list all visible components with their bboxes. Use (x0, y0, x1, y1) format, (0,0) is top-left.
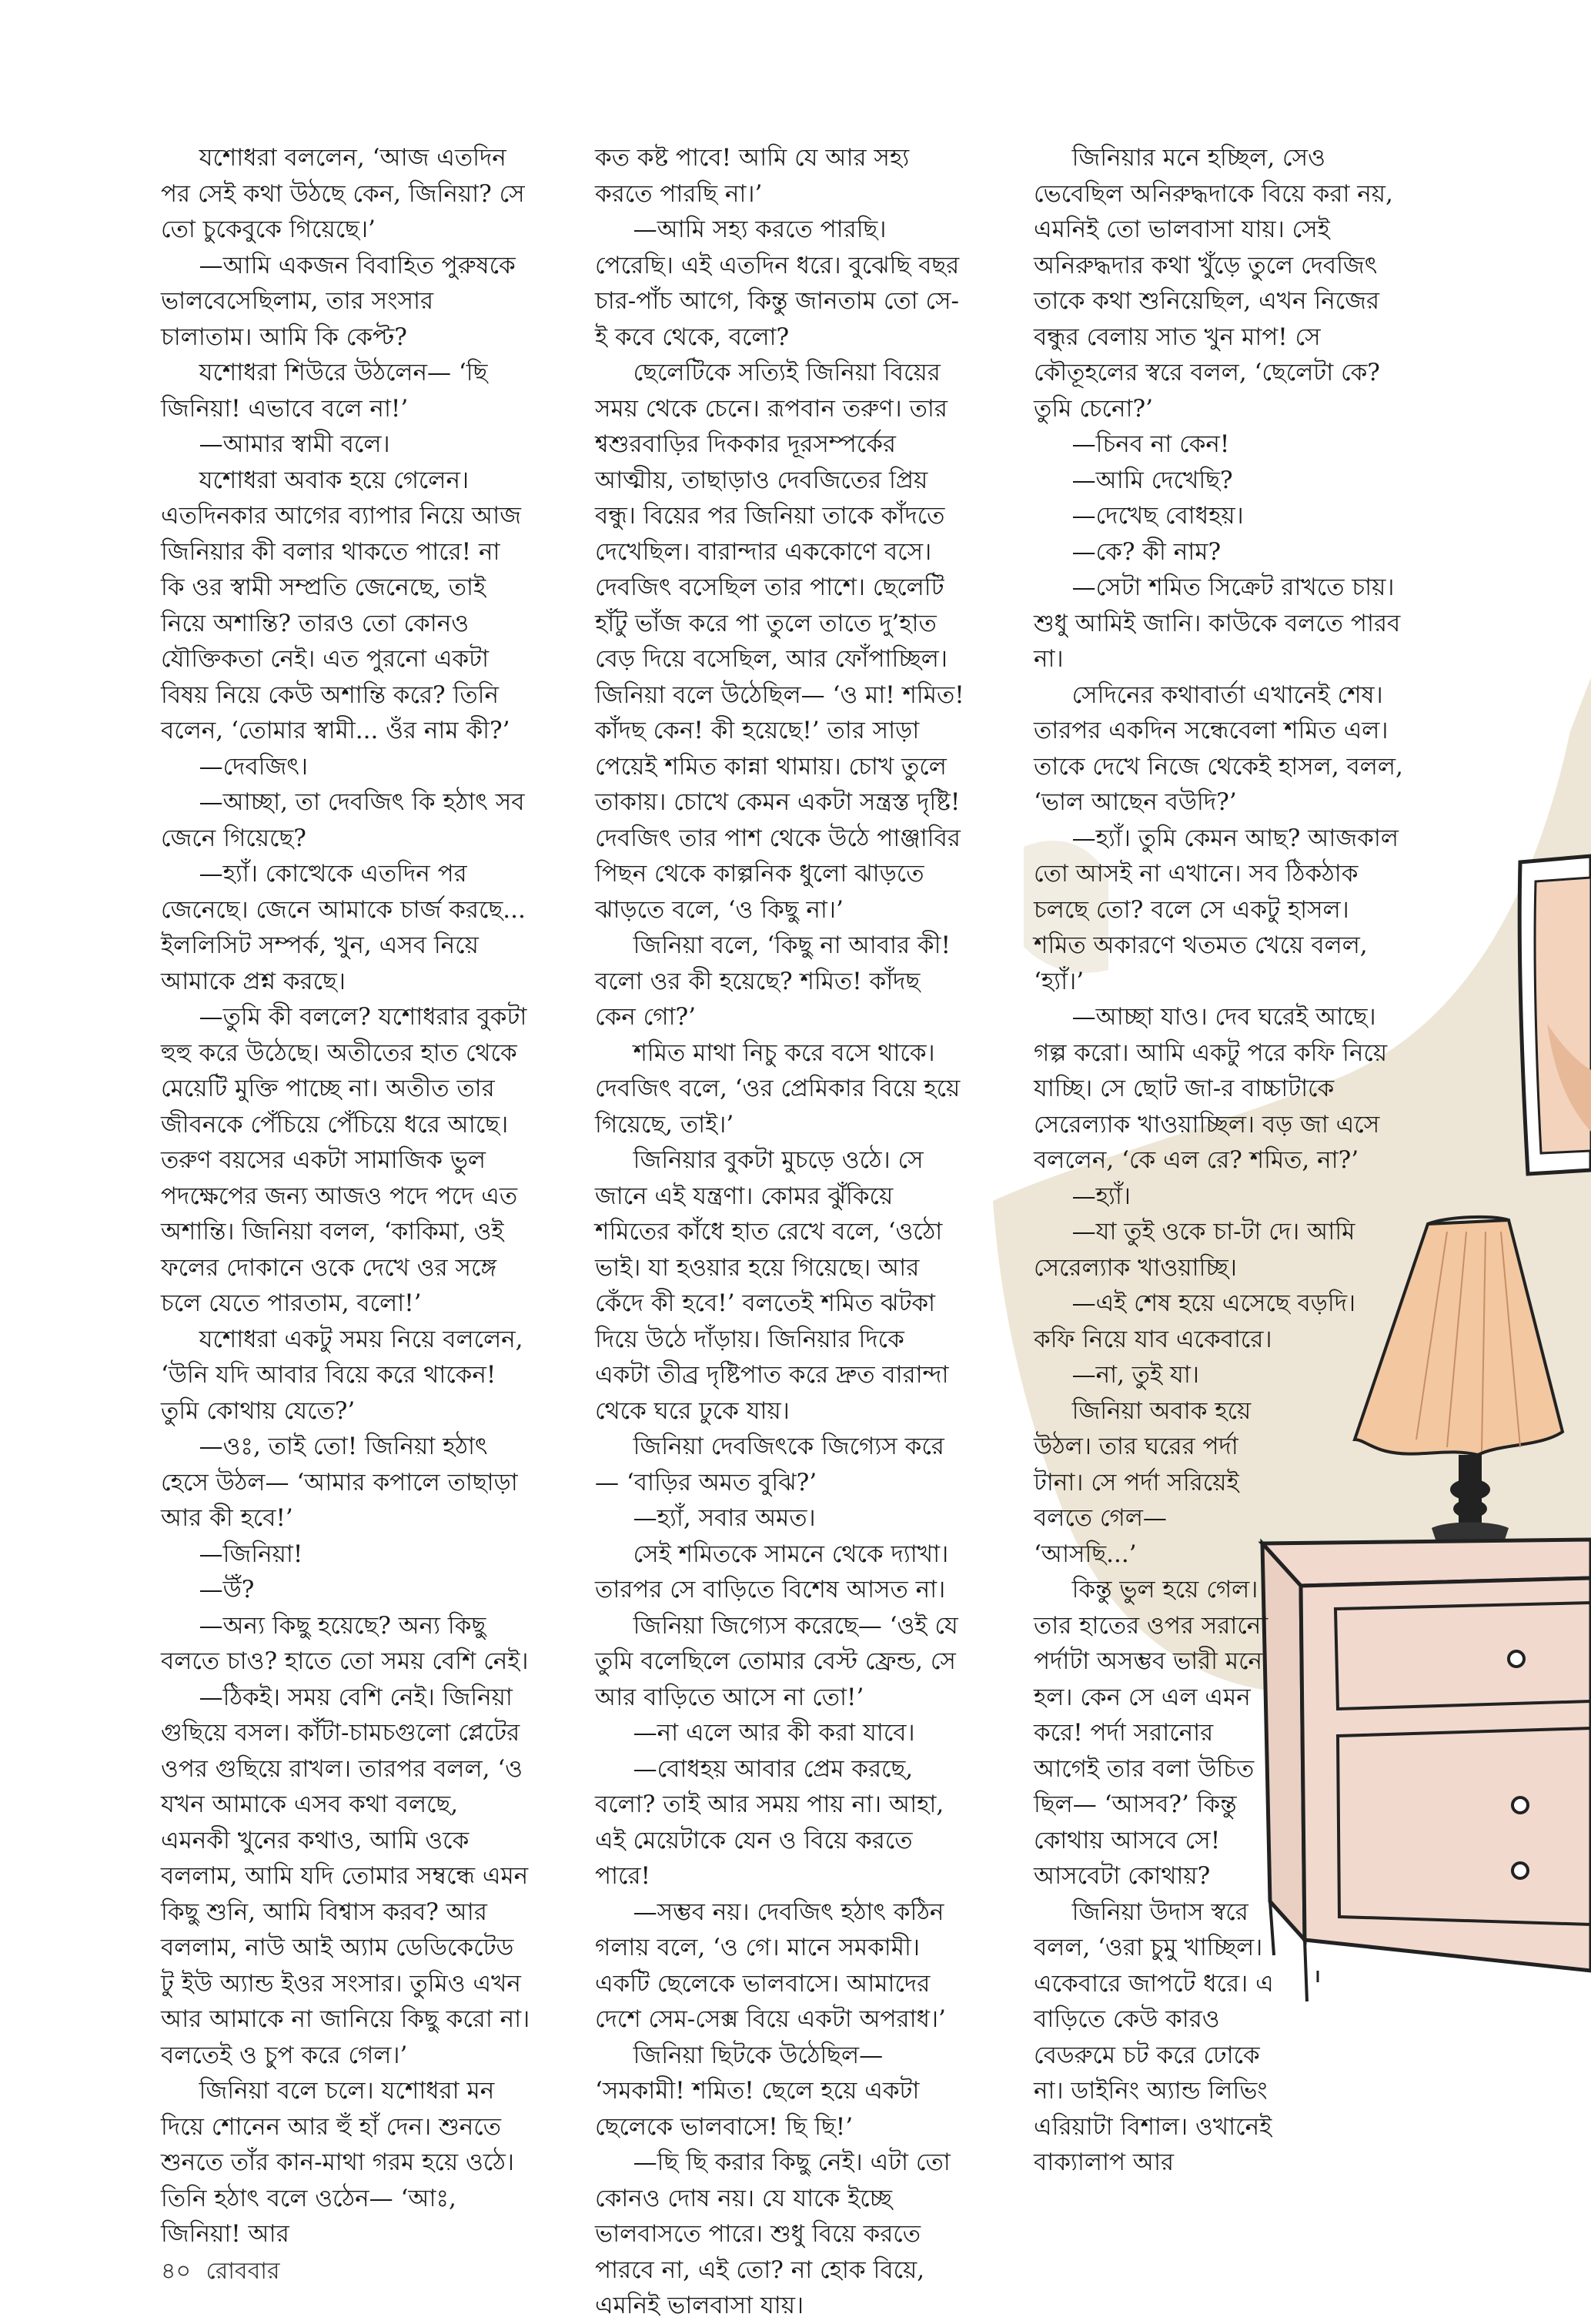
paragraph: —হ্যাঁ। কোত্থেকে এতদিন পর জেনেছে। জেনে আমাকে চার্জ করছে... ইললিসিট সম্পর্ক, খুন, এসব নিয়ে আমাকে প্রশ্ন করছে। (161, 860, 526, 995)
page-footer (161, 2252, 280, 2292)
paragraph: —আচ্ছা, তা দেবজিৎ কি হঠাৎ সব জেনে গিয়েছে? (161, 788, 525, 852)
picture-frame-illustration (1519, 856, 1591, 1174)
paragraph: —ছি ছি করার কিছু নেই। এটা তো কোনও দোষ নয়। যে যাকে ইচ্ছে ভালবাসতে পারে। শুধু বিয়ে করতে পারবে না, এই তো? না হোক বিয়ে, এমনিই ভালবাসা যায়। (595, 2148, 951, 2319)
paragraph: যশোধরা অবাক হয়ে গেলেন। এতদিনকার আগের ব্যাপার নিয়ে আজ জিনিয়ার কী বলার থাকতে পারে! না কি ওর স্বামী সম্প্রতি জেনেছে, তাই নিয়ে অশান্তি? তারও তো কোনও যৌক্তিকতা নেই। এত পুরনো একটা বিষয় নিয়ে কেউ অশান্তি করে? তিনি বলেন, ‘তোমার স্বামী... ওঁর নাম কী?’ (161, 466, 521, 744)
paragraph: —বোধহয় আবার প্রেম করছে, বলো? তাই আর সময় পায় না। আহা, এই মেয়েটাকে যেন ও বিয়ে করতে পারে! (595, 1754, 944, 1890)
text-column-1 (161, 140, 530, 2252)
paragraph: —আচ্ছা যাও। দেব ঘরেই আছে। গল্প করো। আমি একটু পরে কফি নিয়ে যাচ্ছি। সে ছোট জা-র বাচ্চাটাকে সেরেল্যাক খাওয়াচ্ছিল। বড় জা এসে বললেন, ‘কে এল রে? শমিত, না?’ (1034, 1003, 1388, 1174)
paragraph: —আমি সহ্য করতে পারছি। পেরেছি। এই এতদিন ধরে। বুঝেছি বছর চার-পাঁচ আগে, কিন্তু জানতাম তো সে-ই কবে থেকে, বলো? (595, 216, 960, 351)
paragraph: —সম্ভব নয়। দেবজিৎ হঠাৎ কঠিন গলায় বলে, ‘ও গে। মানে সমকামী। একটি ছেলেকে ভালবাসে। আমাদের দেশে সেম-সেক্স বিয়ে একটা অপরাধ।’ (595, 1898, 946, 2033)
paragraph: —উঁ? (199, 1576, 255, 1603)
paragraph: জিনিয়া দেবজিৎকে জিগ্যেস করে— ‘বাড়ির অমত বুঝি?’ (595, 1433, 944, 1496)
paragraph: —চিনব না কেন! (1071, 430, 1230, 458)
paragraph: জিনিয়া উদাস স্বরে বলল, ‘ওরা চুমু খাচ্ছিল। একেবারে জাপটে ধরে। এ বাড়িতে কেউ কারও বেডরুমে চট করে ঢোকে না। ডাইনিং অ্যান্ড লিভিং এরিয়াটা বিশাল। ওখানেই বাক্যালাপ আর (1034, 1898, 1274, 2176)
paragraph: —জিনিয়া! (199, 1540, 303, 1568)
paragraph: —দেবজিৎ। (199, 752, 308, 781)
magazine-name: রোববার (206, 2258, 280, 2285)
paragraph: —না এলে আর কী করা যাবে। (633, 1719, 915, 1747)
page-number: ৪০ (161, 2258, 191, 2285)
paragraph: সেদিনের কথাবার্তা এখানেই শেষ। তারপর একদিন সন্ধেবেলা শমিত এল। তাকে দেখে নিজে থেকেই হাসল, বলল, ‘ভাল আছেন বউদি?’ (1034, 680, 1403, 816)
paragraph: —ওঃ, তাই তো! জিনিয়া হঠাৎ হেসে উঠল— ‘আমার কপালে তাছাড়া আর কী হবে!’ (161, 1433, 518, 1532)
paragraph: জিনিয়া বলে চলে। যশোধরা মন দিয়ে শোনেন আর হুঁ হাঁ দেন। শুনতে শুনতে তাঁর কান-মাথা গরম হয়ে ওঠে। তিনি হঠাৎ বলে ওঠেন— ‘আঃ, জিনিয়া! আর (161, 2077, 514, 2248)
paragraph: —হ্যাঁ। তুমি কেমন আছ? আজকাল তো আসই না এখানে। সব ঠিকঠাক চলছে তো? বলে সে একটু হাসল। শমিত অকারণে থতমত খেয়ে বলল, ‘হ্যাঁ।’ (1034, 824, 1399, 995)
paragraph: —যা তুই ওকে চা-টা দে। আমি সেরেল্যাক খাওয়াচ্ছি। (1034, 1218, 1355, 1282)
paragraph: যশোধরা একটু সময় নিয়ে বললেন, ‘উনি যদি আবার বিয়ে করে থাকেন! তুমি কোথায় যেতে?’ (161, 1325, 523, 1425)
paragraph: জিনিয়া ছিটকে উঠেছিল— ‘সমকামী! শমিত! ছেলে হয়ে একটা ছেলেকে ভালবাসে! ছি ছি!’ (595, 2041, 920, 2141)
paragraph: —হ্যাঁ। (1071, 1182, 1131, 1210)
paragraph: —কে? কী নাম? (1071, 537, 1222, 566)
paragraph: জিনিয়া জিগ্যেস করেছে— ‘ওই যে তুমি বলেছিলে তোমার বেস্ট ফ্রেন্ড, সে আর বাড়িতে আসে না তো!’ (595, 1611, 958, 1711)
text-column-2 (595, 140, 964, 2324)
text-column-3 (1034, 140, 1496, 2181)
paragraph: —আমি দেখেছি? (1071, 466, 1233, 494)
paragraph: জিনিয়া বলে, ‘কিছু না আবার কী! বলো ওর কী হয়েছে? শমিত! কাঁদছ কেন গো?’ (595, 931, 951, 1031)
paragraph: —আমি একজন বিবাহিত পুরুষকে ভালবেসেছিলাম, তার সংসার চালাতাম। আমি কি কেপ্ট? (161, 251, 516, 351)
paragraph: কত কষ্ট পাবে! আমি যে আর সহ্য করতে পারছি না।’ (595, 144, 910, 208)
paragraph: —অন্য কিছু হয়েছে? অন্য কিছু বলতে চাও? হাতে তো সময় বেশি নেই। (161, 1611, 529, 1675)
paragraph: —না, তুই যা। (1071, 1361, 1199, 1389)
paragraph: —দেখেছ বোধহয়। (1071, 502, 1244, 530)
paragraph: যশোধরা বললেন, ‘আজ এতদিন পর সেই কথা উঠছে কেন, জিনিয়া? সে তো চুকেবুকে গিয়েছে।’ (161, 144, 525, 243)
paragraph: যশোধরা শিউরে উঠলেন— ‘ছি জিনিয়া! এভাবে বলে না!’ (161, 359, 488, 423)
column-3-full-width (1034, 140, 1403, 1393)
paragraph: —সেটা শমিত সিক্রেট রাখতে চায়। শুধু আমিই জানি। কাউকে বলতে পারব না। (1034, 573, 1401, 673)
paragraph: কিন্তু ভুল হয়ে গেল। তার হাতের ওপর সরানো পর্দাটা অসম্ভব ভারী মনে হল। কেন সে এল এমন করে! পর্দা সরানোর আগেই তার বলা উচিত ছিল— ‘আসব?’ কিন্তু কোথায় আসবে সে! আসবেটা কোথায়? (1034, 1576, 1268, 1890)
paragraph: জিনিয়ার বুকটা মুচড়ে ওঠে। সে জানে এই যন্ত্রণা। কোমর ঝুঁকিয়ে শমিতের কাঁধে হাত রেখে বলে, ‘ওঠো ভাই। যা হওয়ার হয়ে গিয়েছে। আর কেঁদে কী হবে!’ বলতেই শমিত ঝটকা দিয়ে উঠে দাঁড়ায়। জিনিয়ার দিকে একটা তীব্র দৃষ্টিপাত করে দ্রুত বারান্দা থেকে ঘরে ঢুকে যায়। (595, 1146, 949, 1425)
paragraph: সেই শমিতকে সামনে থেকে দ্যাখা। তারপর সে বাড়িতে বিশেষ আসত না। (595, 1540, 949, 1603)
paragraph: জিনিয়া অবাক হয়ে উঠল। তার ঘরের পর্দা টানা। সে পর্দা সরিয়েই বলতে গেল— ‘আসছি...’ (1034, 1396, 1252, 1568)
paragraph: —হ্যাঁ, সবার অমত। (633, 1504, 816, 1532)
paragraph: —আমার স্বামী বলে। (199, 430, 390, 458)
paragraph: —এই শেষ হয়ে এসেছে বড়দি। কফি নিয়ে যাব একেবারে। (1034, 1289, 1356, 1353)
paragraph: —ঠিকই। সময় বেশি নেই। জিনিয়া গুছিয়ে বসল। কাঁটা-চামচগুলো প্লেটের ওপর গুছিয়ে রাখল। তারপর বলল, ‘ও যখন আমাকে এসব কথা বলছে, এমনকী খুনের কথাও, আমি ওকে বললাম, আমি যদি তোমার সম্বন্ধে এমন কিছু শুনি, আমি বিশ্বাস করব? আর বললাম, নাউ আই অ্যাম ডেডিকেটেড টু ইউ অ্যান্ড ইওর সংসার। তুমিও এখন আর আমাকে না জানিয়ে কিছু করো না। বলতেই ও চুপ করে গেল।’ (161, 1683, 530, 2069)
paragraph: জিনিয়ার মনে হচ্ছিল, সেও ভেবেছিল অনিরুদ্ধদাকে বিয়ে করা নয়, এমনিই তো ভালবাসা যায়। সেই অনিরুদ্ধদার কথা খুঁড়ে তুলে দেবজিৎ তাকে কথা শুনিয়েছিল, এখন নিজের বন্ধুর বেলায় সাত খুন মাপ! সে কৌতূহলের স্বরে বলল, ‘ছেলেটা কে? তুমি চেনো?’ (1034, 144, 1393, 423)
paragraph: —তুমি কী বললে? যশোধরার বুকটা হুহু করে উঠেছে। অতীতের হাত থেকে মেয়েটি মুক্তি পাচ্ছে না। অতীত তার জীবনকে পেঁচিয়ে পেঁচিয়ে ধরে আছে। তরুণ বয়সের একটা সামাজিক ভুল পদক্ষেপের জন্য আজও পদে পদে এত অশান্তি। জিনিয়া বলল, ‘কাকিমা, ওই ফলের দোকানে ওকে দেখে ওর সঙ্গে চলে যেতে পারতাম, বলো!’ (161, 1003, 527, 1317)
paragraph: ছেলেটিকে সত্যিই জিনিয়া বিয়ের সময় থেকে চেনে। রূপবান তরুণ। তার শ্বশুরবাড়ির দিককার দূরসম্পর্কের আত্মীয়, তাছাড়াও দেবজিতের প্রিয় বন্ধু। বিয়ের পর জিনিয়া তাকে কাঁদতে দেখেছিল। বারান্দার এককোণে বসে। দেবজিৎ বসেছিল তার পাশে। ছেলেটি হাঁটু ভাঁজ করে পা তুলে তাতে দু’হাত বেড় দিয়ে বসেছিল, আর ফোঁপাচ্ছিল। জিনিয়া বলে উঠেছিল— ‘ও মা! শমিত! কাঁদছ কেন! কী হয়েছে!’ তার সাড়া পেয়েই শমিত কান্না থামায়। চোখ তুলে তাকায়। চোখে কেমন একটা সন্ত্রস্ত দৃষ্টি! দেবজিৎ তার পাশ থেকে উঠে পাঞ্জাবির পিছন থেকে কাল্পনিক ধুলো ঝাড়তে ঝাড়তে বলে, ‘ও কিছু না।’ (595, 359, 964, 924)
paragraph: শমিত মাথা নিচু করে বসে থাকে। দেবজিৎ বলে, ‘ওর প্রেমিকার বিয়ে হয়ে গিয়েছে, তাই।’ (595, 1038, 961, 1139)
column-3-narrow (1034, 1393, 1277, 2181)
